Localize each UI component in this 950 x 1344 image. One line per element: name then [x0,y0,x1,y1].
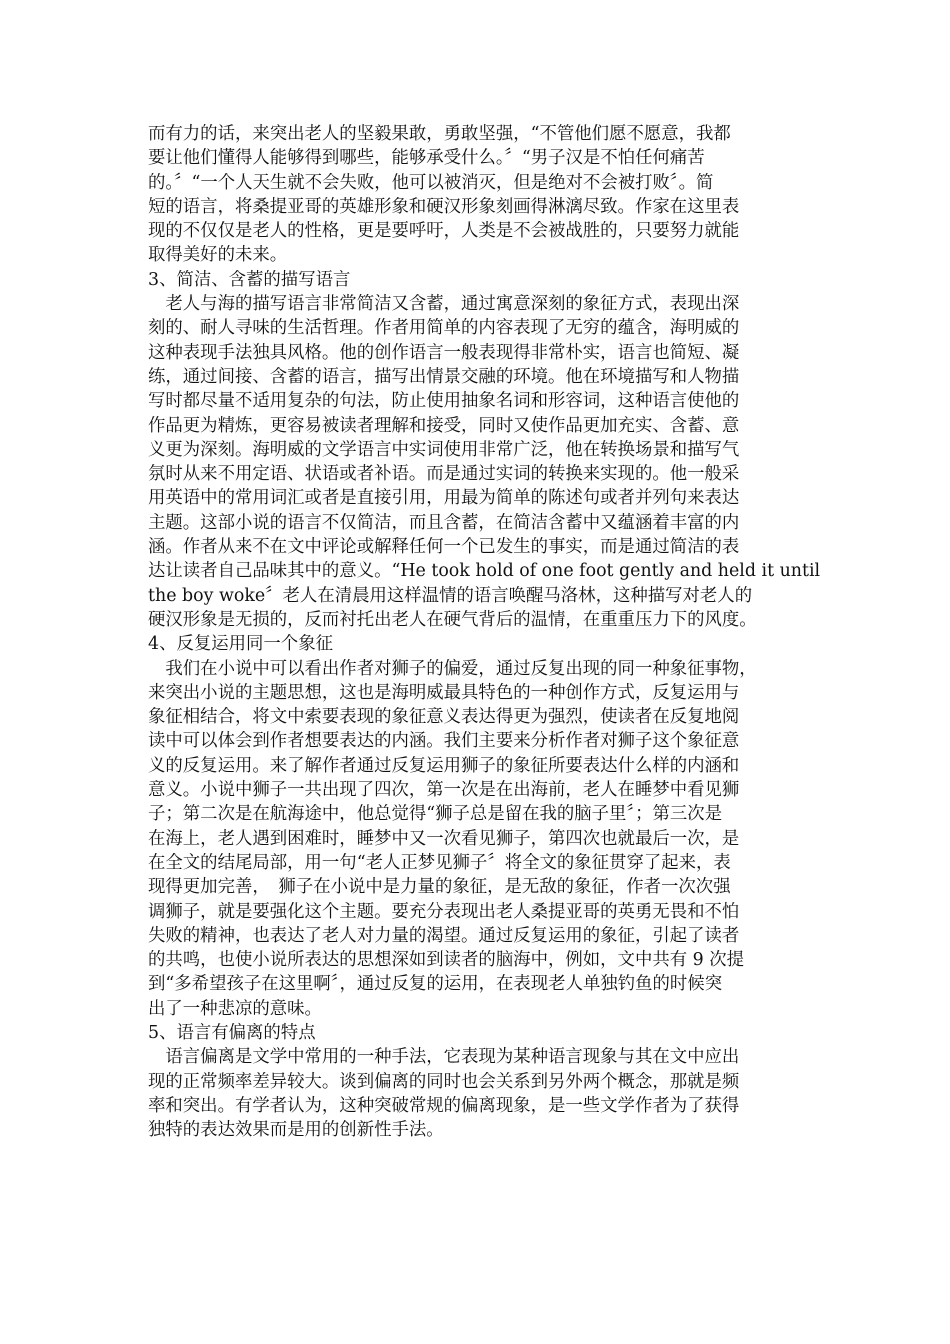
text-line: 达让读者自己品味其中的意义。“He took hold of one foot gently and held it until [148,561,821,582]
section-heading-5: 5、语言有偏离的特点 [148,1022,316,1043]
text-line: 老人与海的描写语言非常简洁又含蓄，通过寓意深刻的象征方式，表现出深 [148,294,740,315]
text-line: 要让他们懂得人能够得到哪些，能够承受什么。〞“男子汉是不怕任何痛苦 [148,148,705,169]
text-line: 而有力的话，来突出老人的坚毅果敢，勇敢坚强，“不管他们愿不愿意，我都 [148,124,731,144]
text-line: 失败的精神，也表达了老人对力量的渴望。通过反复运用的象征，引起了读者 [148,925,740,946]
section-heading-4: 4、反复运用同一个象征 [148,634,333,655]
document-page [148,122,820,1142]
text-line: 意义。小说中狮子一共出现了四次，第一次是在出海前，老人在睡梦中看见狮 [148,780,740,801]
text-line: 写时都尽量不适用复杂的句法，防止使用抽象名词和形容词，这种语言使他的 [148,391,740,412]
text-line: 作品更为精炼，更容易被读者理解和接受，同时又使作品更加充实、含蓄、意 [148,415,740,436]
text-line: 取得美好的未来。 [148,245,288,266]
text-line: 我们在小说中可以看出作者对狮子的偏爱，通过反复出现的同一种象征事物， [148,658,757,679]
text-line: 读中可以体会到作者想要表达的内涵。我们主要来分析作者对狮子这个象征意 [148,731,740,752]
text-line: 这种表现手法独具风格。他的创作语言一般表现得非常朴实，语言也简短、凝 [148,342,740,363]
section-heading-3: 3、简洁、含蓄的描写语言 [148,269,351,290]
text-line: 在全文的结尾局部，用一句“老人正梦见狮子〞将全文的象征贯穿了起来，表 [148,852,731,873]
text-line: 涵。作者从来不在文中评论或解释任何一个已发生的事实，而是通过简洁的表 [148,537,740,558]
text-line: the boy woke〞老人在清晨用这样温情的语言唤醒马洛林，这种描写对老人的 [148,585,753,606]
text-line: 练，通过间接、含蓄的语言，描写出情景交融的环境。他在环境描写和人物描 [148,366,740,387]
text-line: 的共鸣，也使小说所表达的思想深如到读者的脑海中，例如，文中共有 9 次提 [148,950,745,971]
text-line: 现的正常频率差异较大。谈到偏离的同时也会关系到另外两个概念，那就是频 [148,1071,740,1092]
text-line: 主题。这部小说的语言不仅简洁，而且含蓄，在简洁含蓄中又蕴涵着丰富的内 [148,512,740,533]
text-line: 现得更加完善， 狮子在小说中是力量的象征，是无敌的象征，作者一次次强 [148,877,731,898]
text-line: 义更为深刻。海明威的文学语言中实词使用非常广泛，他在转换场景和描写气 [148,439,740,460]
text-line: 调狮子，就是要强化这个主题。要充分表现出老人桑提亚哥的英勇无畏和不怕 [148,901,740,922]
text-line: 语言偏离是文学中常用的一种手法，它表现为某种语言现象与其在文中应出 [148,1047,740,1068]
text-line: 用英语中的常用词汇或者是直接引用，用最为简单的陈述句或者并列句来表达 [148,488,740,509]
text-line: 义的反复运用。来了解作者通过反复运用狮子的象征所要表达什么样的内涵和 [148,755,740,776]
text-line: 独特的表达效果而是用的创新性手法。 [148,1120,444,1141]
text-line: 出了一种悲凉的意味。 [148,998,322,1019]
text-line: 短的语言，将桑提亚哥的英雄形象和硬汉形象刻画得淋漓尽致。作家在这里表 [148,196,740,217]
text-line: 来突出小说的主题思想，这也是海明威最具特色的一种创作方式，反复运用与 [148,682,740,703]
text-line: 现的不仅仅是老人的性格，更是要呼吁，人类是不会被战胜的，只要努力就能 [148,221,740,242]
text-line: 硬汉形象是无损的，反而衬托出老人在硬气背后的温情，在重重压力下的风度。 [148,609,757,630]
text-line: 刻的、耐人寻味的生活哲理。作者用简单的内容表现了无穷的蕴含，海明威的 [148,318,740,339]
text-line: 象征相结合，将文中索要表现的象征意义表达得更为强烈，使读者在反复地阅 [148,707,740,728]
text-line: 子；第二次是在航海途中，他总觉得“狮子总是留在我的脑子里〞；第三次是 [148,804,723,825]
text-line: 氛时从来不用定语、状语或者补语。而是通过实词的转换来实现的。他一般采 [148,464,740,485]
text-line: 的。〞“一个人天生就不会失败，他可以被消灭，但是绝对不会被打败〞。简 [148,172,714,193]
text-line: 在海上，老人遇到困难时，睡梦中又一次看见狮子，第四次也就最后一次，是 [148,828,740,849]
text-line: 到“多希望孩子在这里啊〞，通过反复的运用，在表现老人单独钓鱼的时候突 [148,974,723,995]
text-line: 率和突出。有学者认为，这种突破常规的偏离现象，是一些文学作者为了获得 [148,1095,740,1116]
